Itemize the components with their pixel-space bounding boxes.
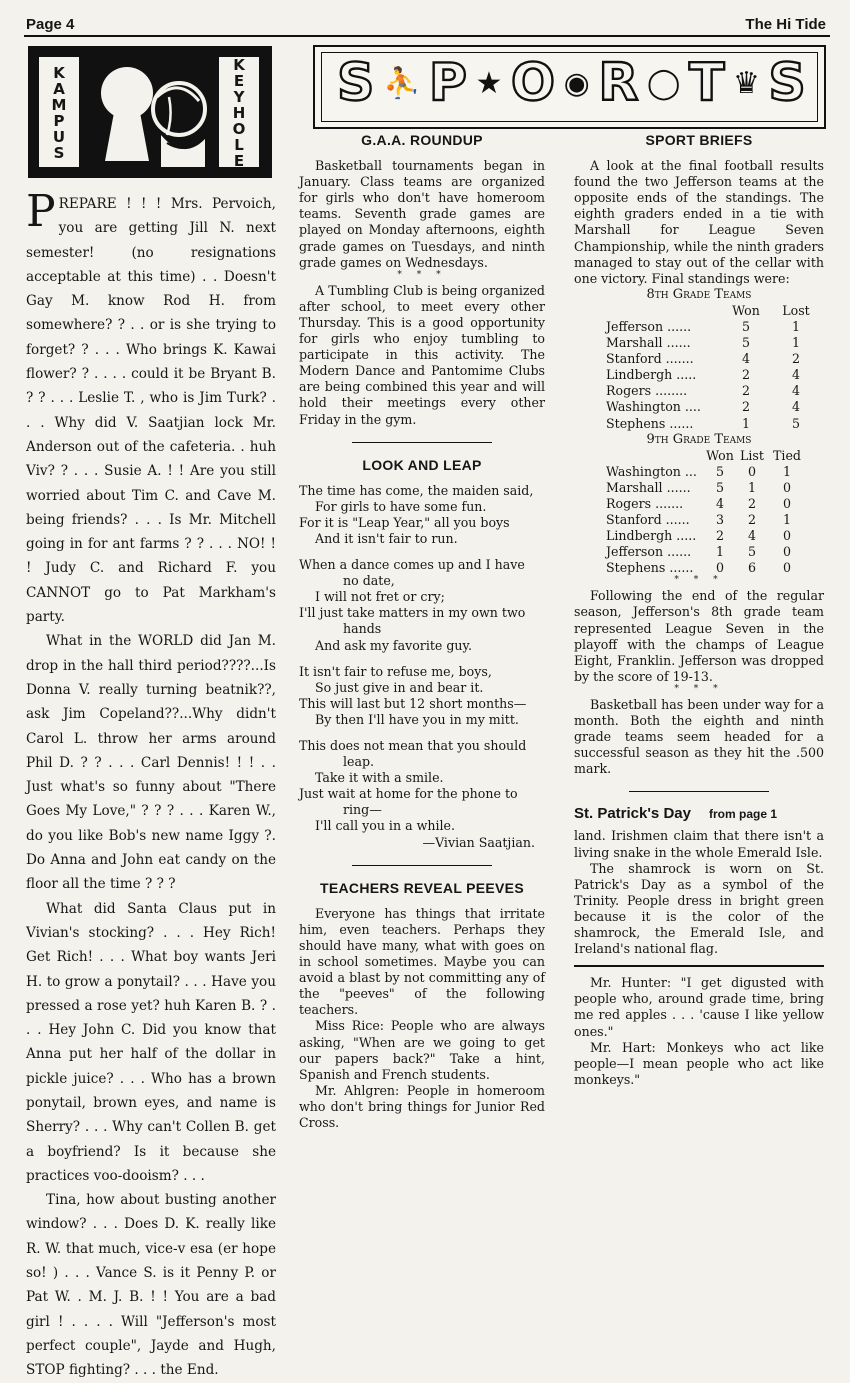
poem-line: no date, bbox=[343, 573, 395, 589]
gaa-paragraph: Basketball tournaments began in January. Class teams are organized for girls who don't have homeroom teams. Seventh grade games are played on Monday afternoons, eighth grade games on Tuesdays, and ninth grade games on Wednesdays. bbox=[299, 158, 545, 270]
poem bbox=[299, 483, 545, 851]
banner-letter: O bbox=[510, 53, 558, 113]
poem-line: It isn't fair to refuse me, boys, bbox=[299, 663, 492, 679]
peeves-paragraph: Everyone has things that irritate him, even teachers. Perhaps they should have many, what with goes on in school sometimes. Maybe you can avoid a blast by not committing any of the "peeves" of the following teachers. bbox=[299, 905, 545, 1018]
banner-letter: T bbox=[689, 53, 727, 113]
gossip-paragraph: PREPARE ! ! ! Mrs. Pervoich, you are getting Jill N. next semester! (no resignations acceptable at this time) . . Doesn't Gay M. know Rod H. from somewhere? ? . . or is she trying to forget? ? . . . Who brings K. Kawai flower? ? . . . . could it be Bryant B. ? ? . . . Leslie T. , who is Jim Turk? . . . Why did V. Saatjian lock Mr. Anderson out of the cafeteria. . huh Viv? ? . . . Susie A. ! ! Are you still worried about Tim C. and Cave M. being friends? . . . Is Mr. Mitchell going in for ant farms ? ? . . . NO! ! ! Judy C. and Richard F. you CANNOT go to Pat Markham's party. bbox=[26, 186, 276, 626]
section-rule bbox=[574, 965, 824, 967]
table-row: Stephens ...... 0 6 0 bbox=[606, 560, 791, 576]
batter-figure-icon: ⛹ bbox=[382, 65, 423, 101]
runner-figure-icon: ♛ bbox=[733, 65, 762, 101]
logo-left-word: KAMPUS bbox=[50, 64, 68, 160]
poem-line: leap. bbox=[343, 754, 375, 770]
st-patrick-paragraph: The shamrock is worn on St. Patrick's Day as a symbol of the Trinity. People dress in bright green because it is the color of the shamrock, the Emerald Isle, and Ireland's national flag. bbox=[574, 860, 824, 957]
paper-name: The Hi Tide bbox=[745, 16, 826, 33]
running-head bbox=[26, 12, 826, 34]
eighth-grade-table: Won Lost Jefferson ...... 5 1 Marshall ...... 5 1 Stanford ....... 4 2 Lindbergh ..... 2 4 Rogers ........ 2 4 Washington .... 2 4 Stephens ...... 1 5 bbox=[606, 303, 816, 432]
banner-letter: R bbox=[598, 53, 641, 113]
briefs-title: SPORT BRIEFS bbox=[645, 132, 753, 148]
poem-line: ring— bbox=[343, 802, 382, 818]
table-row: Jefferson ...... 5 1 bbox=[606, 318, 800, 334]
peeves-continued-paragraph: Mr. Hart: Monkeys who act like people—I mean people who act like monkeys." bbox=[574, 1039, 824, 1087]
table-row: Stanford ...... 3 2 1 bbox=[606, 511, 791, 527]
poem-line: The time has come, the maiden said, bbox=[299, 482, 534, 498]
football-figure-icon: ◉ bbox=[563, 65, 592, 101]
table-row: Washington .... 2 4 bbox=[606, 399, 800, 415]
peeves-paragraph: Miss Rice: People who are always asking, "When are we going to get our papers back?" Take a hint, Spanish and French students. bbox=[299, 1018, 545, 1082]
section-rule bbox=[352, 442, 492, 443]
banner-letter: S bbox=[337, 53, 377, 113]
ninth-grade-table: Won List Tied Washington ... 5 0 1 Marshall ...... 5 1 0 Rogers ....... 4 2 0 Stanford ...... 3 2 1 Lindbergh ..... 2 4 0 Jefferson ...... 1 5 0 Stephens ...... 0 6 0 bbox=[606, 448, 804, 577]
table-row: Rogers ....... 4 2 0 bbox=[606, 495, 791, 511]
briefs-paragraph: Basketball has been under way for a month. Both the eighth and ninth grade teams seem headed for a successful season as they hit the .500 mark. bbox=[574, 696, 824, 777]
poem-line: By then I'll have you in my mitt. bbox=[315, 711, 519, 727]
table-row: Stanford ....... 4 2 bbox=[606, 351, 800, 367]
briefs-paragraph: A look at the final football results found the two Jefferson teams at the opposite ends of the standings. The eighth graders ended in a tie with Marshall for League Seven Championship, while the ninth graders managed to stay out of the cellar with one victory. Final standings were: bbox=[574, 158, 824, 286]
poem-line: I'll just take matters in my own two bbox=[299, 605, 526, 621]
page-number: Page 4 bbox=[26, 16, 75, 33]
poem-line: I will not fret or cry; bbox=[315, 589, 445, 605]
table-row: Washington ... 5 0 1 bbox=[606, 463, 791, 479]
banner-letter: P bbox=[428, 53, 469, 113]
table-row: Marshall ...... 5 1 bbox=[606, 335, 800, 351]
st-patrick-heading bbox=[574, 806, 824, 822]
eighth-grade-heading: 8th Grade Teams bbox=[646, 286, 752, 302]
poem-line: Just wait at home for the phone to bbox=[299, 786, 518, 802]
gaa-paragraph: A Tumbling Club is being organized after school, to meet every other Thursday. This is a good opportunity for girls who enjoy tumbling to participate in this activity. The Modern Dance and Pantomime Clubs are being combined this year and will hold their meetings every other Friday in the gym. bbox=[299, 282, 545, 427]
section-rule bbox=[352, 865, 492, 866]
poem-line: And it isn't fair to run. bbox=[315, 530, 458, 546]
st-patrick-paragraph: land. Irishmen claim that there isn't a living snake in the whole Emerald Isle. bbox=[574, 828, 824, 860]
sports-banner bbox=[313, 45, 826, 129]
separator-stars: * * * bbox=[397, 269, 447, 280]
table-row: Lindbergh ..... 2 4 bbox=[606, 367, 800, 383]
banner-letter: S bbox=[768, 53, 808, 113]
poem-line: For girls to have some fun. bbox=[315, 498, 487, 514]
keyhole-figure-icon bbox=[87, 57, 211, 167]
briefs-paragraph: Following the end of the regular season, Jefferson's 8th grade team represented League Seven in the playoff with the champs of League Eight, Franklin. Jefferson was dropped by the score of 19-13. bbox=[574, 588, 824, 684]
right-column bbox=[574, 128, 824, 1088]
separator-stars: * * * bbox=[674, 575, 724, 586]
poem-line: When a dance comes up and I have bbox=[299, 557, 525, 573]
player-figure-icon: ★ bbox=[475, 65, 505, 101]
table-row: Rogers ........ 2 4 bbox=[606, 383, 800, 399]
basketball-figure-icon: ◯ bbox=[646, 65, 683, 101]
section-rule bbox=[629, 791, 769, 792]
logo-right-word: KEYHOLE bbox=[230, 56, 248, 168]
continued-from: from page 1 bbox=[708, 807, 777, 822]
gaa-title: G.A.A. ROUNDUP bbox=[361, 132, 483, 148]
poem-line: So just give in and bear it. bbox=[315, 679, 484, 695]
poem-line: hands bbox=[343, 621, 382, 637]
gossip-column bbox=[26, 186, 276, 1383]
header-rule bbox=[24, 35, 830, 37]
peeves-continued-paragraph: Mr. Hunter: "I get digusted with people who, around grade time, bring me red apples . . . 'cause I like yellow ones." bbox=[574, 975, 824, 1039]
peeves-title: TEACHERS REVEAL PEEVES bbox=[320, 879, 524, 896]
poem-line: And ask my favorite guy. bbox=[315, 637, 472, 653]
table-row: Marshall ...... 5 1 0 bbox=[606, 479, 791, 495]
gossip-paragraph: What did Santa Claus put in Vivian's stocking? . . . Hey Rich! Get Rich! . . . What boy wants Jeri H. to grow a ponytail? . . . Have you pressed a rose yet? huh Karen B. ? . . . Hey John C. Did you know that Anna put her half of the dollar in pickle juice? . . . Who has a brown ponytail, brown eyes, and name is Sherry? . . . Why can't Collen B. get a boyfriend? Is it because she practices voo-dooism? . . . bbox=[26, 900, 276, 1184]
table-row: Stephens ...... 1 5 bbox=[606, 415, 800, 431]
poem-line: I'll call you in a while. bbox=[315, 818, 455, 834]
ninth-grade-heading: 9th Grade Teams bbox=[646, 431, 752, 447]
drop-cap: P bbox=[26, 186, 56, 237]
poem-line: This does not mean that you should bbox=[299, 738, 527, 753]
table-row: Lindbergh ..... 2 4 0 bbox=[606, 528, 791, 544]
gossip-paragraph: What in the WORLD did Jan M. drop in the hall third period????...Is Donna V. really turning beatnik??, ask Jim Copeland??...Why didn't Carol L. throw her arms around Phil D. ? ? . . . Carl Dennis! ! ! . . Just what's so funny about "There Goes My Love," ? ? ? . . . Karen W., do you like Bob's new name Iggy ?. Do Anna and John eat candy on the floor all the time ? ? ? bbox=[26, 633, 276, 893]
poem-title: LOOK AND LEAP bbox=[362, 456, 482, 473]
poem-author: —Vivian Saatjian. bbox=[422, 834, 535, 850]
st-patrick-title: St. Patrick's Day bbox=[574, 805, 691, 823]
poem-line: Take it with a smile. bbox=[315, 770, 444, 786]
kampus-keyhole-logo bbox=[28, 46, 272, 178]
gossip-paragraph: Tina, how about busting another window? . . . Does D. K. really like R. W. that much, vice-v esa (er hope so! ) . . . Vance S. is it Penny P. or Pat W. . M. J. B. ! ! You are a bad girl ! . . . . Will "Jefferson's most perfect couple", Jayde and Hugh, STOP fighting? . . . the End. bbox=[26, 1192, 276, 1379]
separator-stars: * * * bbox=[674, 683, 724, 694]
poem-line: This will last but 12 short months— bbox=[299, 695, 527, 711]
poem-line: For it is "Leap Year," all you boys bbox=[299, 514, 510, 530]
peeves-paragraph: Mr. Ahlgren: People in homeroom who don't bring things for Junior Red Cross. bbox=[299, 1082, 545, 1130]
table-row: Jefferson ...... 1 5 0 bbox=[606, 544, 791, 560]
middle-column bbox=[299, 128, 545, 1131]
